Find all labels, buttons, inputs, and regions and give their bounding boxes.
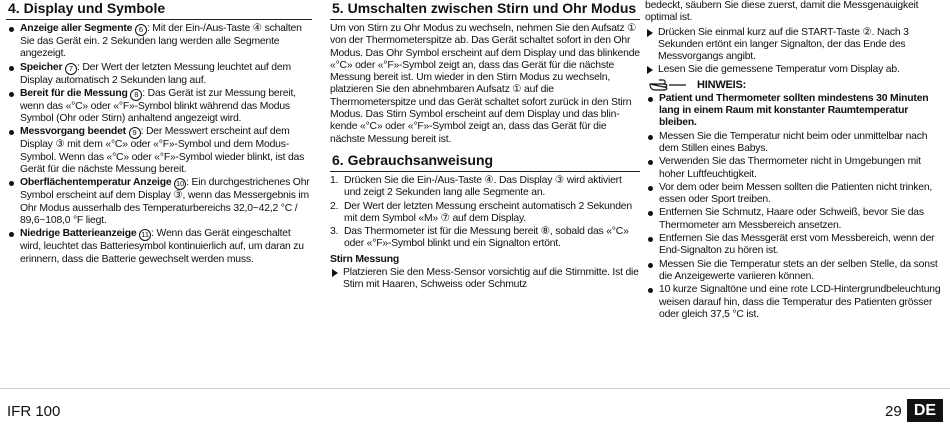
step-text: Das Thermometer ist für die Messung bereit ⑧, sobald das «°C» oder «°F»-Symbol blinkt und ein Signalton ertönt. bbox=[344, 226, 629, 250]
hint-header bbox=[645, 78, 945, 92]
list-item bbox=[330, 226, 640, 251]
list-item: Drücken Sie einmal kurz auf die START-Taste ②. Nach 3 Sekunden ertönt ein langer Signalton, der das Ende des Messvorgangs angibt. bbox=[645, 27, 945, 64]
list-item bbox=[6, 88, 312, 126]
list-item: Messen Sie die Temperatur nicht beim oder unmittelbar nach dem Stillen eines Babys. bbox=[645, 131, 945, 156]
step-number: 2. bbox=[330, 200, 339, 212]
item-term: Messvorgang beendet bbox=[20, 126, 126, 138]
item-term: Anzeige aller Segmente bbox=[20, 23, 133, 34]
list-item: Vor dem oder beim Messen sollten die Patienten nicht trinken, essen oder Sport treiben. bbox=[645, 182, 945, 207]
stirn-subheading: Stirn Messung bbox=[330, 253, 399, 265]
list-item: Platzieren Sie den Mess-Sensor vorsichtig auf die Stirnmitte. Ist die Stirn mit Haaren, Schweiss oder Schmutz bbox=[330, 267, 640, 292]
list-item: Verwenden Sie das Thermometer nicht in Umgebungen mit hoher Luftfeuchtigkeit. bbox=[645, 156, 945, 181]
item-term: Bereit für die Messung bbox=[20, 87, 128, 99]
item-text: : Der Wert der letzten Messung leuchtet auf dem Display automatisch 2 Sekunden lang auf. bbox=[20, 61, 291, 86]
list-item bbox=[6, 228, 312, 266]
reference-badge: 9 bbox=[129, 127, 141, 139]
list-item: Messen Sie die Temperatur stets an der selben Stelle, da sonst die Anzeigewerte variieren können. bbox=[645, 259, 945, 284]
footer-divider bbox=[0, 388, 950, 389]
instructions-list bbox=[330, 175, 640, 251]
hint-label: HINWEIS: bbox=[697, 78, 747, 91]
stirn-steps-list bbox=[330, 267, 640, 292]
section-5-paragraph: Um von Stirn zu Ohr Modus zu wechseln, nehmen Sie den Aufsatz ① von der Thermometerspitze ab. Das Gerät schaltet sofort in den Ohr Modus. Das Ohr Symbol erscheint auf dem Display und das blinkende «°C» oder «°F»-Symbol zeigt an, dass das Gerät für die nächste Messung bereit ist. Um wieder in den Stirn Modus zu wechseln, platzieren Sie den abnehmbaren Aufsatz ① auf die Thermometerspitze und das Gerät schaltet sofort zurück in den Stirn Modus. Das Stirn Symbol erscheint auf dem Display und das blinkende «°C» oder «°F»-Symbol zeigt an, dass das Gerät für die nächste Messung bereit ist. bbox=[330, 23, 640, 145]
list-item: Entfernen Sie Schmutz, Haare oder Schweiß, bevor Sie das Thermometer am Messbereich ansetzen. bbox=[645, 207, 945, 232]
column-right bbox=[645, 0, 945, 322]
list-item bbox=[6, 23, 312, 61]
stirn-steps-continued bbox=[645, 27, 945, 77]
list-item: Lesen Sie die gemessene Temperatur vom Display ab. bbox=[645, 64, 945, 76]
item-text: : Wenn das Gerät eingeschaltet wird, leuchtet das Batteriesymbol kontinuierlich auf, um daran zu erinnern, dass die Batterie gewechselt werden muss. bbox=[20, 228, 304, 265]
list-item: Entfernen Sie das Messgerät erst vom Messbereich, wenn der End-Signalton zu hören ist. bbox=[645, 233, 945, 258]
list-item bbox=[330, 175, 640, 200]
pointing-hand-icon bbox=[649, 78, 689, 91]
item-text: : Das Gerät ist zur Messung bereit, wenn das «°C» oder «°F»-Symbol blinkt während das Modus Symbol (Ohr oder Stirn) anhaltend angezeigt wird. bbox=[20, 87, 296, 125]
item-term: Niedrige Batterieanzeige bbox=[20, 228, 137, 240]
step-text: Der Wert der letzten Messung erscheint automatisch 2 Sekunden mit dem Symbol «M» ⑦ auf dem Display. bbox=[344, 200, 632, 224]
item-text: : Der Messwert erscheint auf dem Display ③ mit dem «°C» oder «°F»-Symbol und dem Modus-Symbol. Wenn das «°C» oder «°F»-Symbol wieder blinkt, ist das Gerät für die nächste Messung bereit. bbox=[20, 126, 305, 176]
item-text: : Mit der Ein-/Aus-Taste ④ schalten Sie das Gerät ein. 2 Sekunden lang werden alle Segmente angezeigt. bbox=[20, 23, 302, 60]
section-6-heading: 6. Gebrauchsanweisung bbox=[330, 152, 640, 172]
list-item bbox=[6, 62, 312, 87]
list-item bbox=[6, 126, 312, 176]
step-text: Drücken Sie die Ein-/Aus-Taste ④. Das Display ③ wird aktiviert und zeigt 2 Sekunden lang alle Segmente an. bbox=[344, 174, 622, 199]
step-number: 1. bbox=[330, 174, 339, 186]
list-item bbox=[330, 201, 640, 226]
reference-badge: 6 bbox=[135, 24, 147, 36]
continuation-text: bedeckt, säubern Sie diese zuerst, damit die Messgenauigkeit optimal ist. bbox=[645, 0, 919, 24]
reference-badge: 8 bbox=[130, 89, 142, 101]
section-5-heading: 5. Umschalten zwischen Stirn und Ohr Modus bbox=[330, 0, 640, 20]
list-item: Patient und Thermometer sollten mindestens 30 Minuten lang in einem Raum mit konstanter Raumtemperatur bleiben. bbox=[645, 93, 945, 130]
item-term: Oberflächentemperatur Anzeige bbox=[20, 177, 172, 189]
reference-badge: 10 bbox=[175, 179, 185, 189]
column-left bbox=[6, 0, 312, 267]
item-term: Speicher bbox=[20, 61, 63, 73]
model-name: IFR 100 bbox=[7, 403, 61, 420]
step-number: 3. bbox=[330, 226, 339, 238]
page-number: 29 bbox=[885, 403, 902, 420]
display-symbols-list bbox=[6, 23, 312, 266]
column-middle bbox=[330, 0, 640, 293]
language-badge: DE bbox=[907, 399, 943, 422]
list-item: 10 kurze Signaltöne und eine rote LCD-Hintergrundbeleuchtung weisen darauf hin, dass die Temperatur des Patienten grösser oder gleich 37,5 °C ist. bbox=[645, 284, 945, 321]
reference-badge: 7 bbox=[65, 63, 77, 75]
item-text: : Ein durchgestrichenes Ohr Symbol erscheint auf dem Display ③, wenn das Messergebnis im Ohr Modus ausserhalb des Temperaturbereichs 32,0~42,2 °C / 89,6~108,0 °F liegt. bbox=[20, 177, 310, 226]
reference-badge: 11 bbox=[139, 229, 151, 241]
hint-list bbox=[645, 93, 945, 321]
section-4-heading: 4. Display und Symbole bbox=[6, 0, 312, 20]
list-item bbox=[6, 177, 312, 227]
